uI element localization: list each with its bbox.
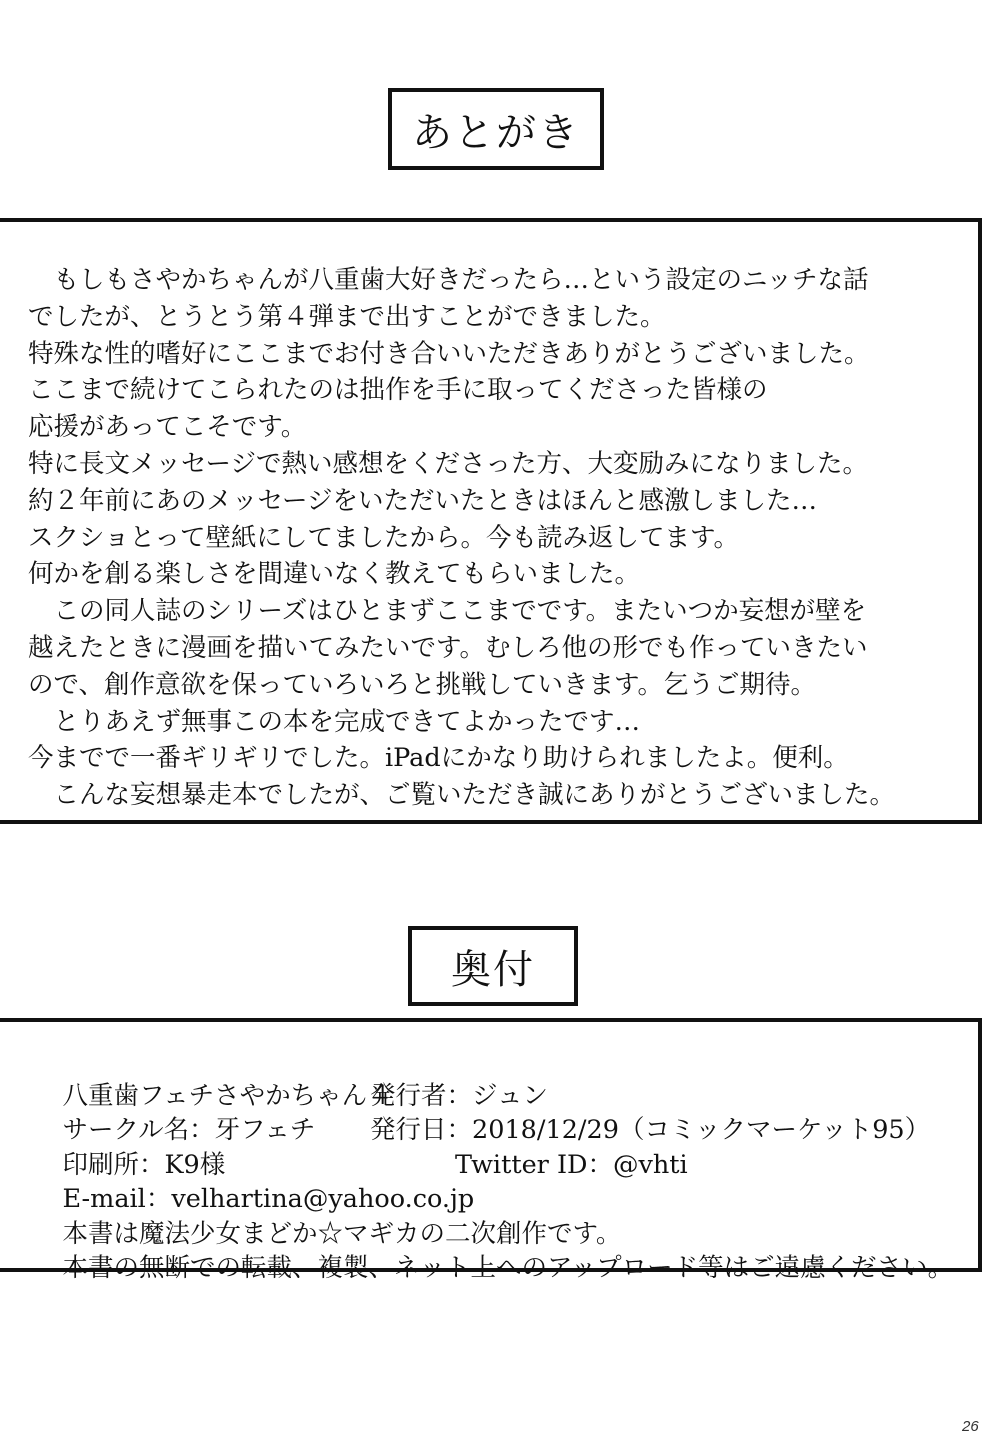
afterword-line: 約２年前にあのメッセージをいただいたときはほんと感激しました…	[28, 485, 817, 516]
circle-name: サークル名：牙フェチ	[62, 1115, 316, 1145]
twitter-id: Twitter ID：@vhti	[455, 1149, 688, 1180]
afterword-text	[28, 262, 978, 814]
afterword-line: もしもさやかちゃんが八重歯大好きだったら…という設定のニッチな話	[28, 265, 869, 295]
afterword-line: ので、創作意欲を保っていろいろと挑戦していきます。乞うご期待。	[28, 669, 816, 700]
afterword-line: 特に長文メッセージで熱い感想をくださった方、大変励みになりました。	[28, 448, 868, 479]
afterword-line: 応援があってこそです。	[28, 412, 307, 443]
page-number: 26	[962, 1418, 979, 1435]
derivative-note: 本書は魔法少女まどか☆マギカの二次創作です。	[62, 1218, 622, 1249]
afterword-title-box	[388, 88, 604, 170]
colophon-contact-row	[30, 1148, 970, 1214]
afterword-line: 越えたときに漫画を描いてみたいです。むしろ他の形でも作っていきたい	[28, 632, 868, 663]
afterword-line: こんな妄想暴走本でしたが、ご覧いただき誠にありがとうございました。	[28, 780, 896, 811]
afterword-line: 何かを創る楽しさを間違いなく教えてもらいました。	[28, 559, 641, 590]
colophon-note-row	[30, 1182, 970, 1249]
afterword-line: とりあえず無事この本を完成できてよかったです…	[28, 706, 641, 737]
publish-date: 発行日：2018/12/29（コミックマーケット95）	[370, 1115, 931, 1145]
publisher-name: 発行者：ジュン	[370, 1080, 548, 1111]
afterword-line: 特殊な性的嗜好にここまでお付き合いいただきありがとうございました。	[28, 338, 870, 369]
colophon-note-row	[30, 1217, 970, 1283]
afterword-line: この同人誌のシリーズはひとまずここまでです。またいつか妄想が壁を	[28, 596, 867, 627]
afterword-line: 今までで一番ギリギリでした。iPadにかなり助けられましたよ。便利。	[28, 743, 849, 774]
afterword-line: ここまで続けてこられたのは拙作を手に取ってくださった皆様の	[28, 375, 768, 406]
printer-name: 印刷所：K9様	[62, 1149, 226, 1180]
book-title: 八重歯フェチさやかちゃん４	[62, 1080, 393, 1111]
email-address: E-mail：velhartina@yahoo.co.jp	[62, 1184, 475, 1214]
afterword-line: スクショとって壁紙にしてましたから。今も読み返してます。	[28, 522, 739, 553]
colophon-title-box	[408, 926, 578, 1006]
colophon-title: 奥付	[451, 946, 535, 993]
colophon-text	[30, 1044, 970, 1283]
afterword-line: でしたが、とうとう第４弾まで出すことができました。	[28, 301, 666, 332]
copyright-note: 本書の無断での転載、複製、ネット上へのアップロード等はご遠慮ください。	[62, 1253, 954, 1283]
afterword-title: あとがき	[412, 109, 580, 156]
